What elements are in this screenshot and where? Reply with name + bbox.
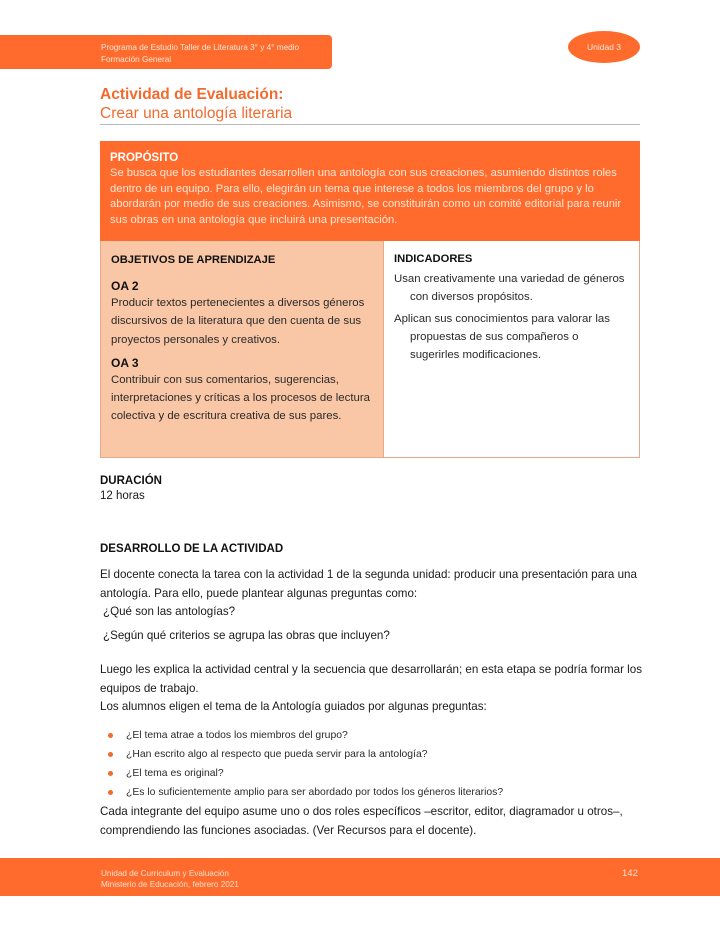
purpose-heading: PROPÓSITO: [110, 152, 179, 164]
theme-questions-list: [100, 726, 620, 802]
development-paragraph-4: Cada integrante del equipo asume uno o dos roles específicos –escritor, editor, diagramador u otros–, comprendiendo las funciones asociadas. (Ver Recursos para el docente).: [100, 805, 623, 837]
duration-heading: DURACIÓN: [100, 475, 162, 487]
indicator-item: Usan creativamente una variedad de géneros con diversos propósitos.: [394, 273, 625, 304]
unit-badge: Unidad 3: [568, 31, 640, 63]
oa-code: OA 2: [111, 279, 139, 293]
program-title: Programa de Estudio Taller de Literatura 3° y 4° medio: [101, 43, 299, 52]
list-item: ¿Han escrito algo al respecto que pueda servir para la antología?: [100, 745, 620, 764]
page-number: 142: [622, 868, 638, 879]
duration-section: [100, 474, 162, 504]
duration-value: 12 horas: [100, 490, 145, 502]
indicator-item: Aplican sus conocimientos para valorar las propuestas de sus compañeros o sugerirles modificaciones.: [394, 312, 610, 362]
question-item: ¿Qué son las antologías?: [103, 605, 236, 618]
program-subtitle: Formación General: [101, 55, 172, 64]
bullet-icon: [108, 752, 113, 757]
development-paragraph-3: Los alumnos eligen el tema de la Antología guiados por algunas preguntas:: [100, 700, 487, 713]
objectives-column: [101, 241, 384, 457]
development-heading: DESARROLLO DE LA ACTIVIDAD: [100, 543, 284, 555]
purpose-text: Se busca que los estudiantes desarrollen una antología con sus creaciones, asumiendo distintos roles dentro de un equipo. Para ello, elegirán un tema que interese a todos los miembros del grupo y lo abordarán por medio de sus creaciones. Asimismo, se constituirán como un comité editorial para reunir sus obras en una antología que incluirá una presentación.: [110, 167, 622, 226]
oa-text: Producir textos pertenecientes a diversos géneros discursivos de la literatura que den cuenta de sus proyectos personales y creativos.: [111, 297, 365, 346]
indicators-heading: INDICADORES: [394, 253, 473, 265]
oa-text: Contribuir con sus comentarios, sugerencias, interpretaciones y críticas a los procesos de lectura colectiva y de escritura creativa de sus pares.: [111, 373, 370, 423]
bullet-icon: [108, 771, 113, 776]
development-intro: El docente conecta la tarea con la actividad 1 de la segunda unidad: producir una presentación para una antología. Para ello, puede plantear algunas preguntas como:: [100, 568, 637, 600]
list-item: ¿El tema es original?: [100, 764, 620, 783]
activity-heading: Actividad de Evaluación:: [100, 86, 284, 103]
list-item: ¿El tema atrae a todos los miembros del grupo?: [100, 726, 620, 745]
question-item: ¿Según qué criterios se agrupa las obras que incluyen?: [103, 629, 390, 642]
objectives-heading: OBJETIVOS DE APRENDIZAJE: [111, 254, 276, 266]
indicators-column: [384, 241, 639, 457]
bullet-icon: [108, 733, 113, 738]
purpose-box: [100, 141, 640, 241]
development-paragraph-2: Luego les explica la actividad central y la secuencia que desarrollarán; en esta etapa se podría formar los equipos de trabajo.: [100, 663, 643, 695]
footer-ministry: Ministerio de Educación, febrero 2021: [101, 880, 239, 889]
oa-code: OA 3: [111, 355, 139, 370]
bullet-icon: [108, 790, 113, 795]
list-item: ¿Es lo suficientemente amplio para ser abordado por todos los géneros literarios?: [100, 783, 620, 802]
footer-unit: Unidad de Curriculum y Evaluación: [101, 869, 229, 878]
program-header-bar: [0, 35, 332, 69]
objectives-indicators-table: [100, 241, 640, 458]
footer-bar: [0, 858, 720, 896]
activity-title-block: [100, 85, 640, 123]
activity-subheading: Crear una antología literaria: [100, 105, 293, 122]
title-divider: [100, 124, 640, 125]
